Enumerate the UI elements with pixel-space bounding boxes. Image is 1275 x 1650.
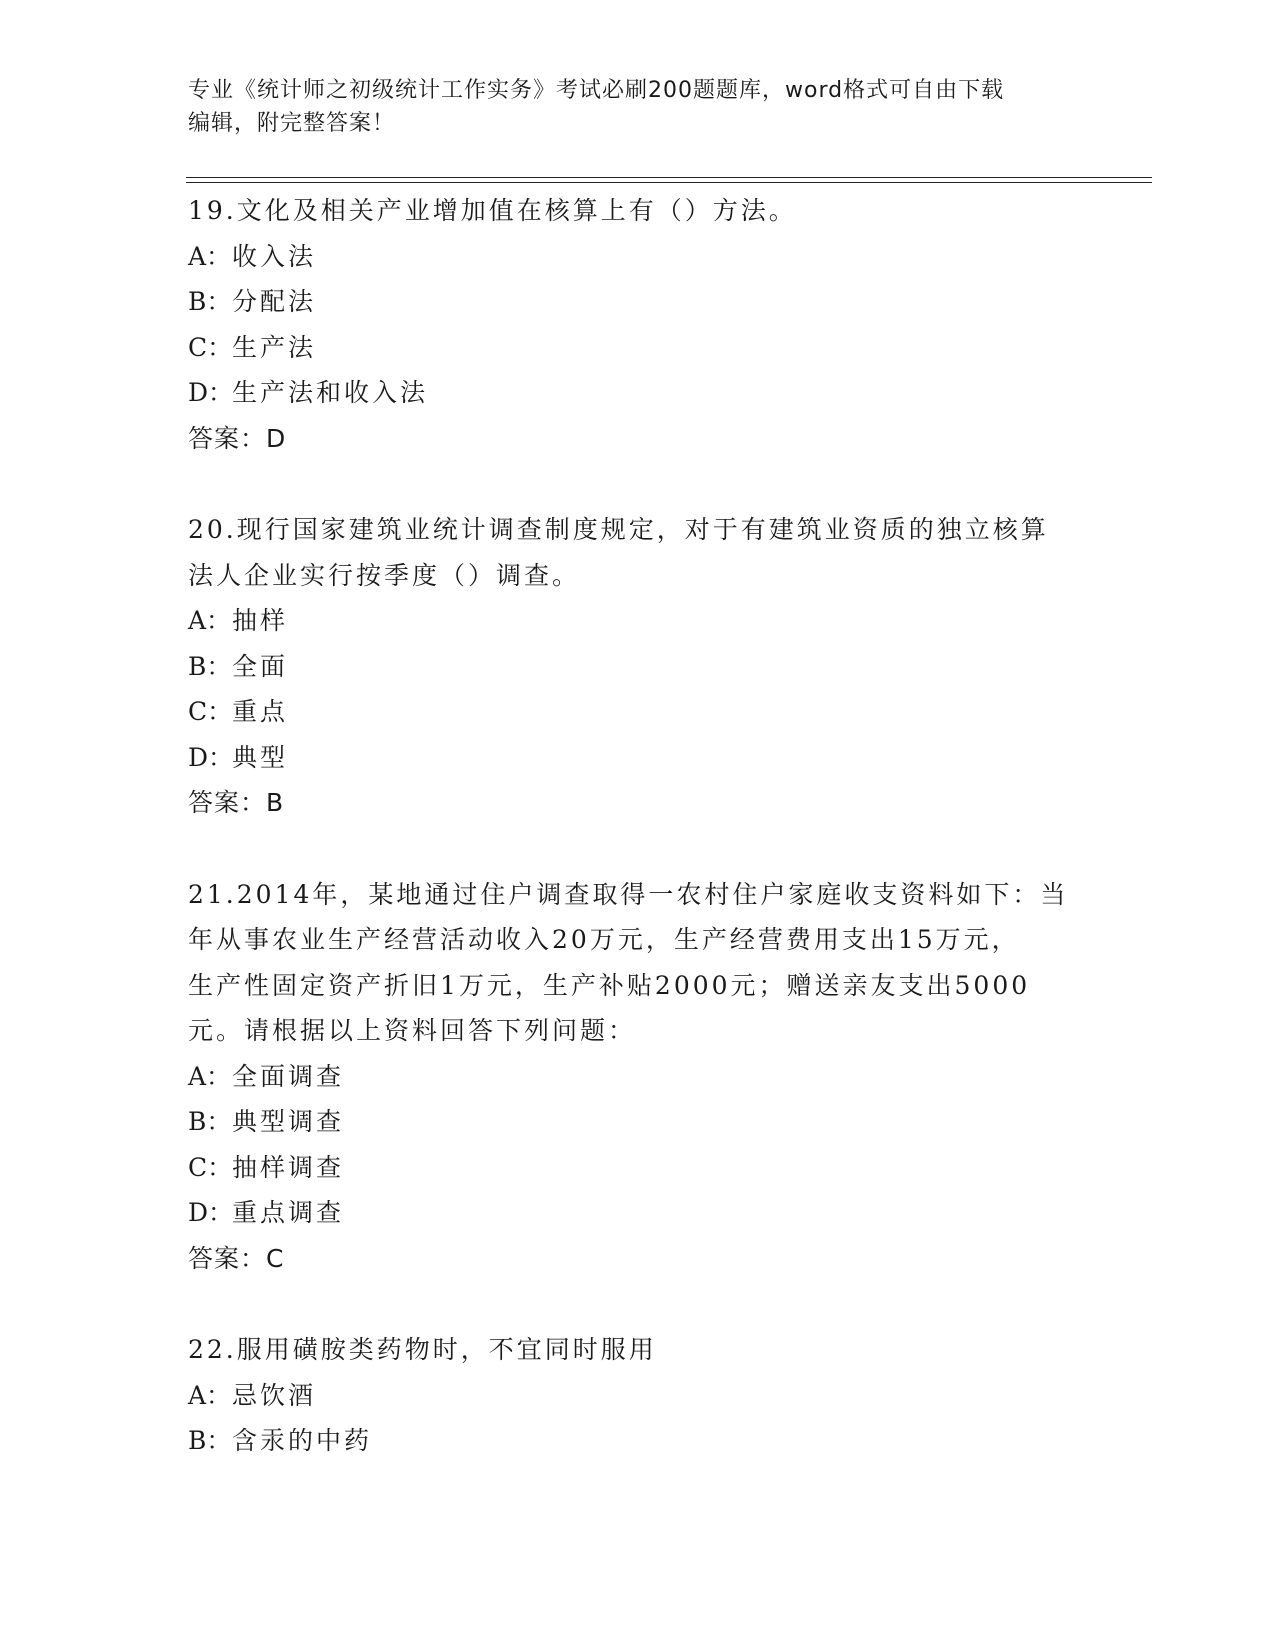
option-a <box>188 598 1088 644</box>
option-key: C： <box>188 697 233 726</box>
question-list <box>188 188 1088 1464</box>
option-c <box>188 689 1088 735</box>
option-key: A： <box>188 606 232 635</box>
question-stem: 22.服用磺胺类药物时，不宜同时服用 <box>188 1335 657 1364</box>
option-text: 分配法 <box>232 287 317 316</box>
option-text: 生产法和收入法 <box>232 378 429 407</box>
option-key: B： <box>188 1426 232 1455</box>
option-key: B： <box>188 651 232 681</box>
answer-label: 答案： <box>188 788 267 817</box>
answer-line <box>188 1236 1088 1282</box>
question-stem: 年从事农业生产经营活动收入20万元，生产经营费用支出15万元， <box>188 925 1020 954</box>
question-stem: 元。请根据以上资料回答下列问题： <box>188 1016 637 1045</box>
option-key: B： <box>188 1107 232 1136</box>
question-22 <box>188 1327 1088 1464</box>
option-d <box>188 735 1088 781</box>
option-key: A： <box>188 1061 232 1091</box>
header-divider-bottom <box>186 182 1152 183</box>
option-c <box>188 325 1088 371</box>
option-b <box>188 1099 1088 1145</box>
option-key: C： <box>188 1152 233 1182</box>
option-text: 典型 <box>232 742 289 772</box>
option-d <box>188 1190 1088 1236</box>
option-key: B： <box>188 287 232 316</box>
option-text: 抽样调查 <box>232 1152 345 1182</box>
option-text: 重点 <box>232 697 289 726</box>
option-a <box>188 1054 1088 1100</box>
option-c <box>188 1145 1088 1191</box>
option-text: 抽样 <box>232 606 289 635</box>
answer-line <box>188 780 1088 826</box>
question-20 <box>188 507 1088 826</box>
option-text: 典型调查 <box>232 1107 345 1136</box>
option-key: D： <box>188 1198 234 1227</box>
option-key: C： <box>188 332 233 362</box>
answer-line <box>188 416 1088 462</box>
option-b <box>188 279 1088 325</box>
document-header <box>188 74 1068 140</box>
option-b <box>188 644 1088 690</box>
option-key: D： <box>188 742 234 772</box>
header-divider-top <box>186 177 1152 178</box>
option-text: 生产法 <box>232 332 317 362</box>
header-line-2: 编辑，附完整答案！ <box>188 111 396 136</box>
option-text: 忌饮酒 <box>232 1380 317 1410</box>
answer-label: 答案： <box>188 423 267 453</box>
question-19 <box>188 188 1088 461</box>
option-a <box>188 1373 1088 1419</box>
option-a <box>188 234 1088 280</box>
option-text: 重点调查 <box>232 1198 345 1227</box>
question-stem: 21.2014年，某地通过住户调查取得一农村住户家庭收支资料如下：当 <box>188 879 1069 909</box>
header-line-1: 专业《统计师之初级统计工作实务》考试必刷200题题库，word格式可自由下载 <box>188 78 1005 103</box>
question-21 <box>188 872 1088 1282</box>
answer-value: C <box>266 1243 285 1273</box>
question-stem: 生产性固定资产折旧1万元，生产补贴2000元；赠送亲友支出5000 <box>188 970 1031 1000</box>
question-stem: 19.文化及相关产业增加值在核算上有（）方法。 <box>188 196 797 225</box>
option-text: 全面调查 <box>232 1061 345 1091</box>
answer-value: D <box>266 423 287 453</box>
option-b <box>188 1418 1088 1464</box>
option-d <box>188 370 1088 416</box>
option-key: A： <box>188 241 232 271</box>
option-text: 全面 <box>232 651 289 681</box>
option-key: A： <box>188 1380 232 1410</box>
option-text: 收入法 <box>232 241 317 271</box>
question-stem: 法人企业实行按季度（）调查。 <box>188 560 581 590</box>
answer-label: 答案： <box>188 1243 267 1273</box>
option-text: 含汞的中药 <box>232 1426 373 1455</box>
question-stem: 20.现行国家建筑业统计调查制度规定，对于有建筑业资质的独立核算 <box>188 515 1049 544</box>
option-key: D： <box>188 378 234 407</box>
answer-value: B <box>266 788 285 817</box>
